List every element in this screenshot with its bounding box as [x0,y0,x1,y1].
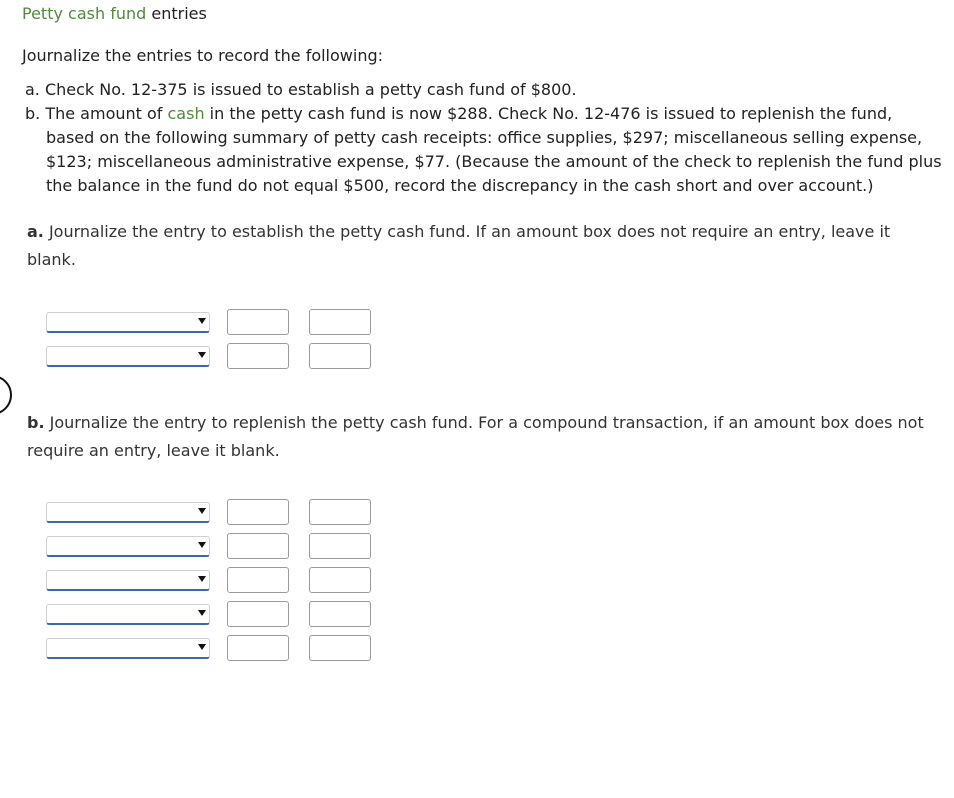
debit-amount-input[interactable] [227,343,289,369]
item-b-text [25,102,950,198]
account-select[interactable] [46,604,210,625]
item-a-text: a. Check No. 12-375 is issued to establish a petty cash fund of $800. [25,80,577,99]
chevron-down-icon [198,644,206,650]
part-b-journal-row-2 [46,533,376,561]
side-arc-decoration [0,375,12,415]
debit-amount-input[interactable] [227,635,289,661]
part-a-instructions: Journalize the entry to establish the petty cash fund. If an amount box does not require an entry, leave it blank. [27,222,891,269]
part-b-instructions: Journalize the entry to replenish the petty cash fund. For a compound transaction, if an amount box does not require an entry, leave it blank. [27,413,924,460]
debit-amount-input[interactable] [227,309,289,335]
chevron-down-icon [198,352,206,358]
chevron-down-icon [198,318,206,324]
part-a-journal-row-2 [46,343,376,371]
item-b-line2: based on the following summary of petty cash receipts: office supplies, $297; miscellaneous selling expense, [46,128,923,147]
chevron-down-icon [198,576,206,582]
credit-amount-input[interactable] [309,601,371,627]
part-b-journal-row-4 [46,601,376,629]
title-link-petty-cash-fund[interactable]: Petty cash fund [22,4,147,23]
title-suffix: entries [146,4,207,23]
part-a-journal-row-1 [46,309,376,337]
item-b-line1-rest: in the petty cash fund is now $288. Check No. 12-476 is issued to replenish the fund, [204,104,893,123]
credit-amount-input[interactable] [309,499,371,525]
debit-amount-input[interactable] [227,567,289,593]
part-a-label: a. [27,222,44,241]
chevron-down-icon [198,542,206,548]
item-b-line4: the balance in the fund do not equal $500, record the discrepancy in the cash short and over account.) [46,176,874,195]
credit-amount-input[interactable] [309,635,371,661]
item-b-line3: $123; miscellaneous administrative expense, $77. (Because the amount of the check to replenish the fund plus [46,152,942,171]
chevron-down-icon [198,610,206,616]
credit-amount-input[interactable] [309,309,371,335]
part-b-journal-row-5 [46,635,376,663]
part-a-question [27,218,942,274]
part-b-question [27,409,942,465]
part-b-label: b. [27,413,45,432]
account-select[interactable] [46,536,210,557]
instructions-intro: Journalize the entries to record the following: [22,46,384,65]
debit-amount-input[interactable] [227,499,289,525]
part-b-journal-row-3 [46,567,376,595]
page-title [22,5,207,23]
credit-amount-input[interactable] [309,533,371,559]
credit-amount-input[interactable] [309,567,371,593]
part-b-journal-row-1 [46,499,376,527]
debit-amount-input[interactable] [227,601,289,627]
debit-amount-input[interactable] [227,533,289,559]
chevron-down-icon [198,508,206,514]
account-select[interactable] [46,638,210,659]
account-select[interactable] [46,346,210,367]
account-select[interactable] [46,570,210,591]
account-select[interactable] [46,312,210,333]
cash-link[interactable]: cash [167,104,205,123]
credit-amount-input[interactable] [309,343,371,369]
account-select[interactable] [46,502,210,523]
item-b-prefix: b. The amount of [25,104,168,123]
